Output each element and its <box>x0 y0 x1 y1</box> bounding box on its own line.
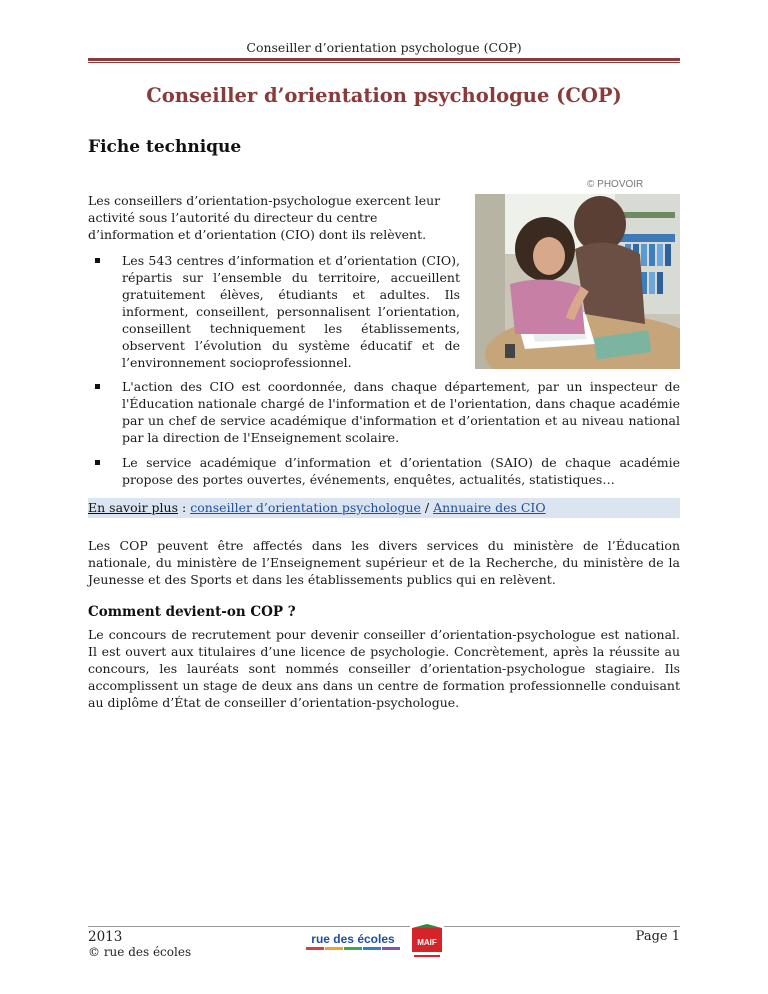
section-title: Fiche technique <box>88 137 242 157</box>
learn-more-label: En savoir plus <box>88 500 179 515</box>
learn-more-colon: : <box>178 500 191 515</box>
footer-rule <box>88 926 680 927</box>
recruitment-paragraph: Le concours de recrutement pour devenir conseiller d’orientation-psychologue est national. Il est ouvert aux titulaires d’une licence de psychologie. Concrètement, après la réussite au concours, les lauréats sont nommés conseiller d’orientation-psychologue stagiaire. Ils accomplissent un stage de deux ans dans un centre de formation professionnelle conduisant au diplôme d’État de conseiller d’orientation-psychologue. <box>88 627 680 710</box>
learn-more-bar <box>88 498 680 518</box>
footer-copyright: © rue des écoles <box>88 945 192 959</box>
link-separator: / <box>420 500 434 515</box>
document-title: Conseiller d’orientation psychologue (COP) <box>146 84 622 107</box>
running-header: Conseiller d’orientation psychologue (COP) <box>246 40 522 55</box>
assignment-paragraph: Les COP peuvent être affectés dans les divers services du ministère de l’Éducation nationale, du ministère de l’Enseignement supérieur et de la Recherche, du ministère de la Jeunesse et des Sports et dans les établissements publics qui en relèvent. <box>88 538 680 587</box>
intro-paragraph: Les conseillers d’orientation-psychologue exercent leur activité sous l’autorité du directeur du centre d’information et d’orientation (CIO) dont ils relèvent. <box>88 193 441 242</box>
rue-des-ecoles-logo <box>306 930 400 952</box>
list-item <box>122 378 680 446</box>
list-item <box>122 252 460 371</box>
svg-text:MAIF: MAIF <box>417 938 437 947</box>
bullet-square-icon <box>95 258 100 263</box>
list-item-text: L'action des CIO est coordonnée, dans chaque département, par un inspecteur de l'Éducation nationale chargé de l'information et de l'orientation, dans chaque académie par un chef de service académique d'information et d’orientation et au niveau national par la direction de l'Enseignement scolaire. <box>122 379 680 445</box>
svg-text:rue des écoles: rue des écoles <box>311 932 395 946</box>
bullet-square-icon <box>95 384 100 389</box>
bullet-square-icon <box>95 460 100 465</box>
header-rule <box>88 58 680 61</box>
list-item-text: Les 543 centres d’information et d’orientation (CIO), répartis sur l’ensemble du territoire, accueillent gratuitement élèves, étudiants et adultes. Ils informent, conseillent, personnalisent l’orientation, conseillent techniquement les établissements, observent l’évolution du système éducatif et de l’environnement socioprofessionnel. <box>122 253 460 370</box>
list-item-text: Le service académique d’information et d’orientation (SAIO) de chaque académie propose des portes ouvertes, événements, enquêtes, actualités, statistiques… <box>122 455 680 487</box>
cio-directory-link[interactable]: Annuaire des CIO <box>433 500 546 515</box>
page-number: Page 1 <box>635 929 680 944</box>
subsection-title: Comment devient-on COP ? <box>88 604 296 620</box>
maif-logo <box>410 924 444 962</box>
list-item <box>122 454 680 488</box>
header-rule-thin <box>88 62 680 63</box>
students-photo <box>475 194 680 369</box>
photo-credit: © PHOVOIR <box>587 179 644 190</box>
footer-year: 2013 <box>88 929 123 945</box>
cop-link[interactable]: conseiller d’orientation psychologue <box>190 500 421 515</box>
